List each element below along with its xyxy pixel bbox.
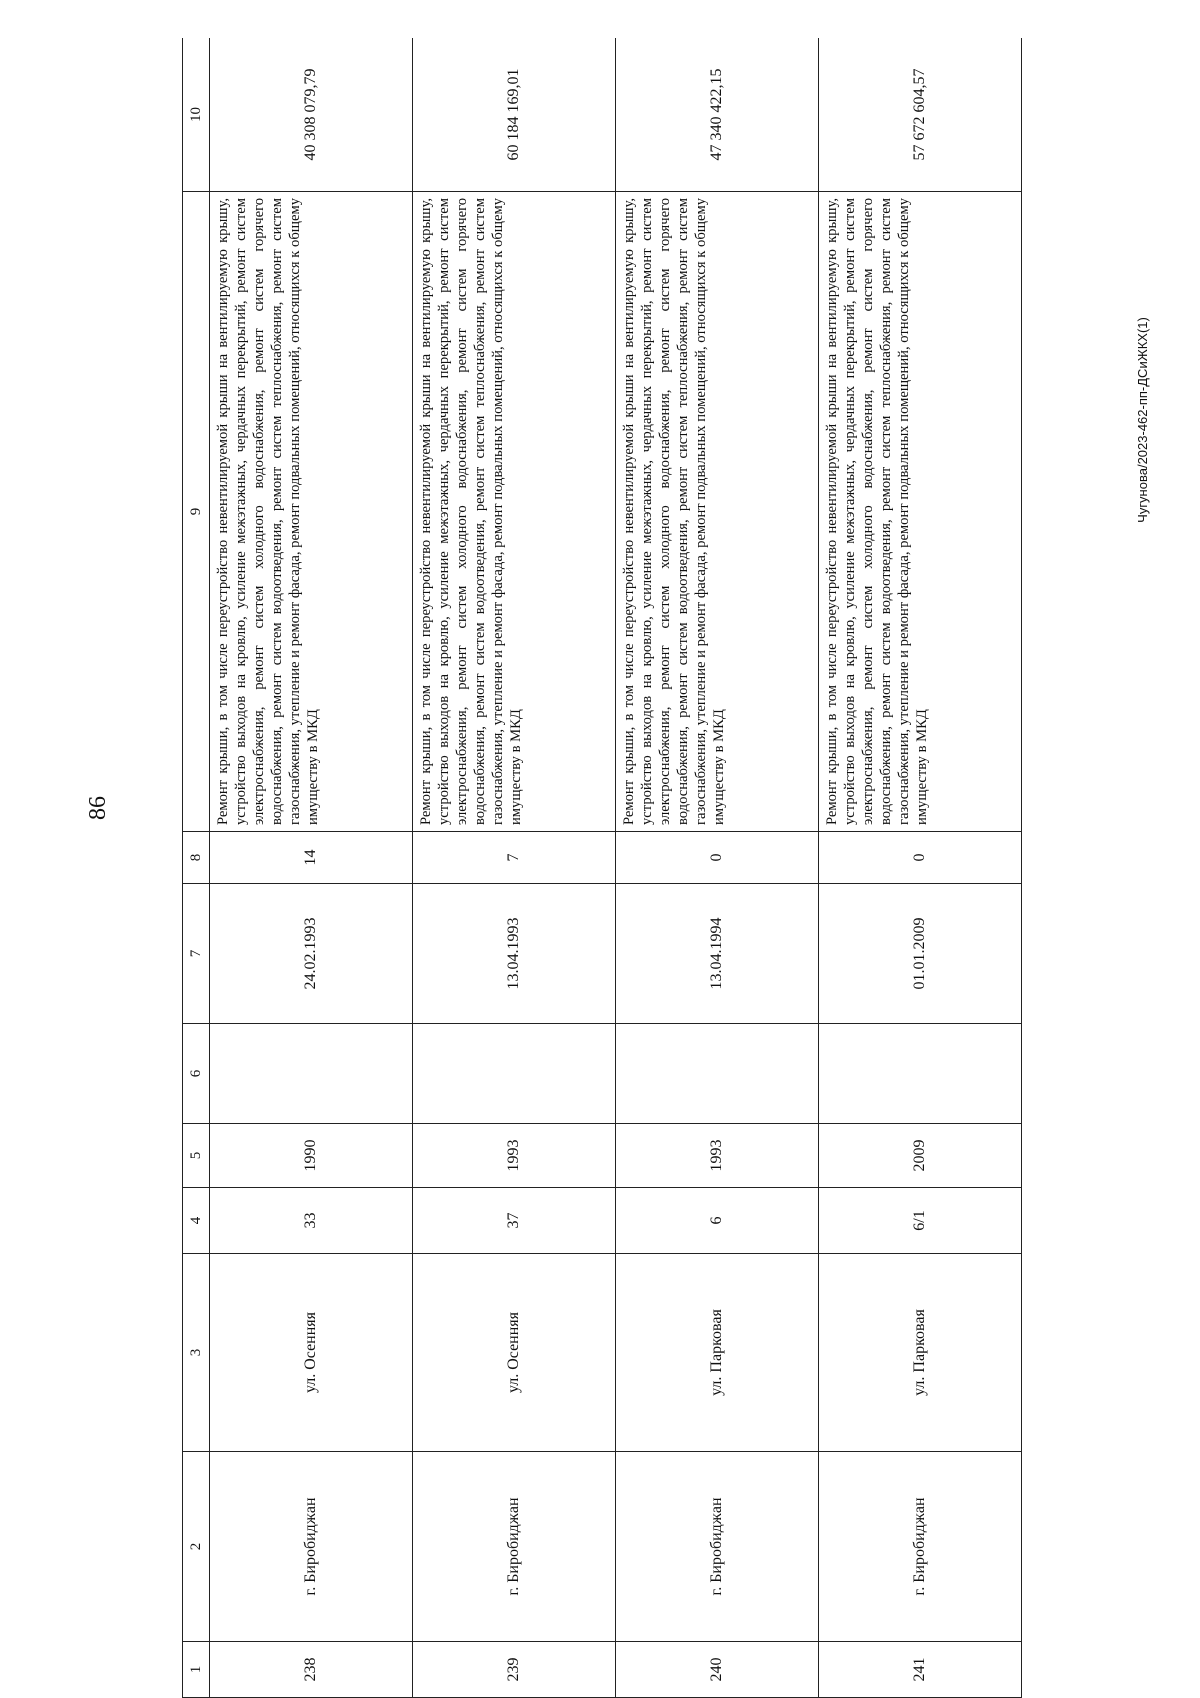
date-cell: 24.02.1993 [210, 884, 413, 1024]
year-cell: 1990 [210, 1124, 413, 1188]
works-cell: Ремонт крыши, в том числе переустройство невентилируемой крыши на вентилируемую крышу, устройство выходов на кровлю, усиление межэтажных, чердачных перекрытий, ремонт систем электроснабжения, ремонт систем холодного водоснабжения, ремонт систем горячего водоснабжения, ремонт систем водоотведения, ремонт систем теплоснабжения, ремонт систем газоснабжения, утепление и ремонт фасада, ремонт подвальных помещений, относящихся к общему имуществу в МКД [413, 192, 616, 832]
date-cell: 13.04.1993 [413, 884, 616, 1024]
street-cell: ул. Осенняя [210, 1254, 413, 1452]
column-number: 5 [183, 1124, 210, 1188]
city-cell: г. Биробиджан [413, 1452, 616, 1642]
empty-cell [413, 1024, 616, 1124]
program-table-sheet [182, 38, 1022, 1698]
document-reference: Чугунова/2023-462-пп-ДСиЖКХ(1) [1135, 317, 1150, 523]
column-number: 2 [183, 1452, 210, 1642]
city-cell: г. Биробиджан [210, 1452, 413, 1642]
table-row [210, 38, 413, 1698]
table-row [616, 38, 819, 1698]
column-number-row [183, 38, 210, 1698]
house-cell: 33 [210, 1188, 413, 1254]
table-row [819, 38, 1022, 1698]
empty-cell [819, 1024, 1022, 1124]
cost-cell: 47 340 422,15 [616, 38, 819, 192]
works-cell: Ремонт крыши, в том числе переустройство невентилируемой крыши на вентилируемую крышу, устройство выходов на кровлю, усиление межэтажных, чердачных перекрытий, ремонт систем электроснабжения, ремонт систем холодного водоснабжения, ремонт систем горячего водоснабжения, ремонт систем водоотведения, ремонт систем теплоснабжения, ремонт систем газоснабжения, утепление и ремонт фасада, ремонт подвальных помещений, относящихся к общему имуществу в МКД [616, 192, 819, 832]
count-cell: 7 [413, 832, 616, 884]
street-cell: ул. Осенняя [413, 1254, 616, 1452]
column-number: 8 [183, 832, 210, 884]
house-cell: 6 [616, 1188, 819, 1254]
row-number: 240 [616, 1642, 819, 1698]
count-cell: 0 [819, 832, 1022, 884]
cost-cell: 40 308 079,79 [210, 38, 413, 192]
house-cell: 6/1 [819, 1188, 1022, 1254]
year-cell: 2009 [819, 1124, 1022, 1188]
column-number: 1 [183, 1642, 210, 1698]
column-number: 3 [183, 1254, 210, 1452]
column-number: 6 [183, 1024, 210, 1124]
table-row [413, 38, 616, 1698]
count-cell: 0 [616, 832, 819, 884]
city-cell: г. Биробиджан [819, 1452, 1022, 1642]
cost-cell: 60 184 169,01 [413, 38, 616, 192]
year-cell: 1993 [616, 1124, 819, 1188]
program-table [182, 38, 1022, 1698]
street-cell: ул. Парковая [616, 1254, 819, 1452]
rotated-table-wrapper [182, 38, 1022, 1698]
works-cell: Ремонт крыши, в том числе переустройство невентилируемой крыши на вентилируемую крышу, устройство выходов на кровлю, усиление межэтажных, чердачных перекрытий, ремонт систем электроснабжения, ремонт систем холодного водоснабжения, ремонт систем горячего водоснабжения, ремонт систем водоотведения, ремонт систем теплоснабжения, ремонт систем газоснабжения, утепление и ремонт фасада, ремонт подвальных помещений, относящихся к общему имуществу в МКД [819, 192, 1022, 832]
column-number: 10 [183, 38, 210, 192]
page-number: 86 [85, 796, 111, 820]
works-cell: Ремонт крыши, в том числе переустройство невентилируемой крыши на вентилируемую крышу, устройство выходов на кровлю, усиление межэтажных, чердачных перекрытий, ремонт систем электроснабжения, ремонт систем холодного водоснабжения, ремонт систем горячего водоснабжения, ремонт систем водоотведения, ремонт систем теплоснабжения, ремонт систем газоснабжения, утепление и ремонт фасада, ремонт подвальных помещений, относящихся к общему имуществу в МКД [210, 192, 413, 832]
column-number: 7 [183, 884, 210, 1024]
house-cell: 37 [413, 1188, 616, 1254]
column-number: 9 [183, 192, 210, 832]
street-cell: ул. Парковая [819, 1254, 1022, 1452]
city-cell: г. Биробиджан [616, 1452, 819, 1642]
cost-cell: 57 672 604,57 [819, 38, 1022, 192]
count-cell: 14 [210, 832, 413, 884]
empty-cell [616, 1024, 819, 1124]
row-number: 241 [819, 1642, 1022, 1698]
row-number: 239 [413, 1642, 616, 1698]
row-number: 238 [210, 1642, 413, 1698]
column-number: 4 [183, 1188, 210, 1254]
date-cell: 13.04.1994 [616, 884, 819, 1024]
year-cell: 1993 [413, 1124, 616, 1188]
empty-cell [210, 1024, 413, 1124]
date-cell: 01.01.2009 [819, 884, 1022, 1024]
